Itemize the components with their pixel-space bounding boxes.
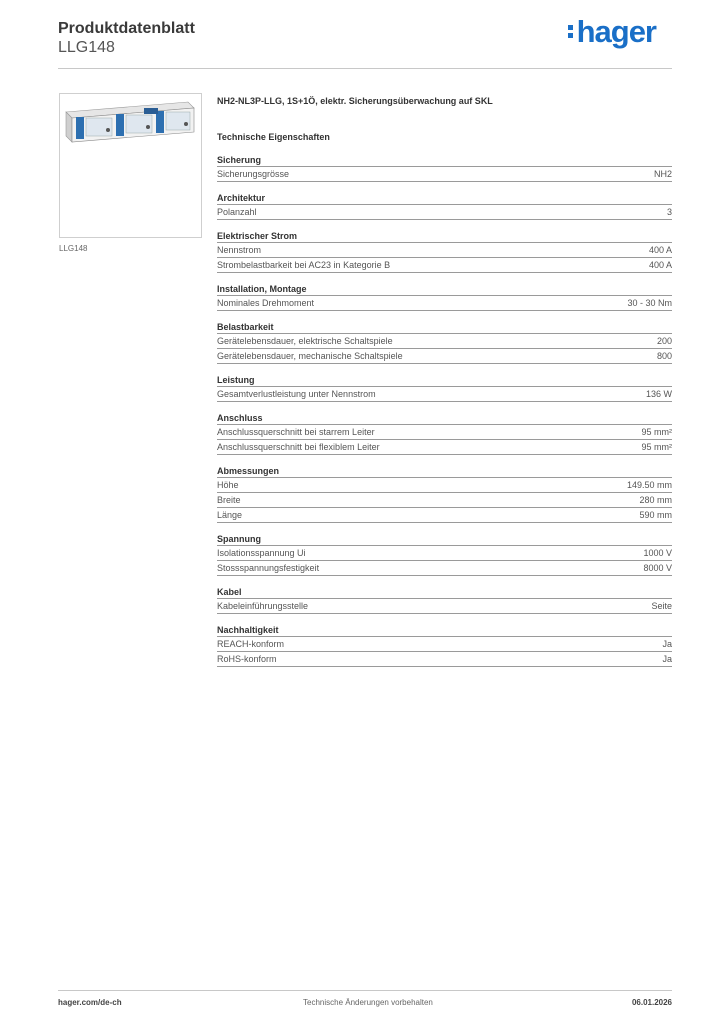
datasheet-content: [217, 96, 672, 678]
group-title: Anschluss: [217, 413, 263, 423]
header-divider: [58, 68, 672, 69]
property-row: [217, 295, 672, 311]
property-row: [217, 545, 672, 560]
document-title: Produktdatenblatt: [58, 20, 195, 37]
section-heading: Technische Eigenschaften: [217, 132, 330, 142]
property-row: [217, 333, 672, 348]
property-group: [217, 322, 672, 364]
property-rows: [217, 204, 672, 220]
footer-notice: Technische Änderungen vorbehalten: [303, 998, 433, 1007]
property-value: 590 mm: [639, 510, 672, 520]
property-value: Ja: [662, 654, 672, 664]
property-label: Gerätelebensdauer, mechanische Schaltspiele: [217, 351, 403, 361]
property-label: Polanzahl: [217, 207, 257, 217]
property-label: Länge: [217, 510, 243, 520]
property-group: [217, 466, 672, 523]
property-value: 95 mm²: [641, 427, 672, 437]
property-row: [217, 598, 672, 614]
property-label: RoHS-konform: [217, 654, 277, 664]
property-rows: [217, 545, 672, 576]
group-title: Architektur: [217, 193, 266, 203]
property-groups: [217, 155, 672, 667]
property-label: Gerätelebensdauer, elektrische Schaltspiele: [217, 336, 393, 346]
property-rows: [217, 636, 672, 667]
property-row: [217, 424, 672, 439]
property-label: Nennstrom: [217, 245, 262, 255]
image-caption: LLG148: [59, 244, 88, 253]
property-label: Nominales Drehmoment: [217, 298, 315, 308]
property-row: [217, 492, 672, 507]
property-value: NH2: [653, 169, 672, 179]
property-label: Sicherungsgrösse: [217, 169, 290, 179]
property-row: [217, 439, 672, 455]
property-row: [217, 257, 672, 273]
property-row: [217, 242, 672, 257]
property-row: [217, 560, 672, 576]
property-group: [217, 155, 672, 182]
property-label: Höhe: [217, 480, 239, 490]
property-value: 30 - 30 Nm: [627, 298, 672, 308]
property-label: Gesamtverlustleistung unter Nennstrom: [217, 389, 376, 399]
group-title: Kabel: [217, 587, 242, 597]
property-group: [217, 375, 672, 402]
product-code: LLG148: [58, 39, 115, 56]
property-value: 400 A: [648, 245, 672, 255]
property-group: [217, 625, 672, 667]
group-title: Spannung: [217, 534, 261, 544]
property-rows: [217, 295, 672, 311]
logo-dots-icon: [568, 22, 574, 41]
property-group: [217, 534, 672, 576]
property-row: [217, 348, 672, 364]
property-value: Ja: [662, 639, 672, 649]
property-label: Strombelastbarkeit bei AC23 in Kategorie B: [217, 260, 391, 270]
group-title: Elektrischer Strom: [217, 231, 298, 241]
property-group: [217, 284, 672, 311]
property-rows: [217, 242, 672, 273]
product-description: NH2-NL3P-LLG, 1S+1Ö, elektr. Sicherungsüberwachung auf SKL: [217, 96, 493, 106]
property-value: 400 A: [648, 260, 672, 270]
property-group: [217, 231, 672, 273]
property-group: [217, 413, 672, 455]
property-value: 149.50 mm: [626, 480, 672, 490]
group-title: Abmessungen: [217, 466, 280, 476]
property-group: [217, 193, 672, 220]
property-value: 1000 V: [643, 548, 672, 558]
footer-date: 06.01.2026: [631, 998, 672, 1007]
property-label: Anschlussquerschnitt bei starrem Leiter: [217, 427, 375, 437]
logo-text: hager: [576, 14, 656, 49]
property-rows: [217, 424, 672, 455]
property-value: 95 mm²: [641, 442, 672, 452]
property-group: [217, 587, 672, 614]
property-rows: [217, 598, 672, 614]
property-row: [217, 386, 672, 402]
product-image: [59, 93, 202, 238]
group-title: Installation, Montage: [217, 284, 307, 294]
property-value: 200: [656, 336, 672, 346]
property-row: [217, 166, 672, 182]
property-value: 800: [656, 351, 672, 361]
property-rows: [217, 166, 672, 182]
group-title: Leistung: [217, 375, 255, 385]
property-value: 136 W: [645, 389, 672, 399]
property-value: 8000 V: [643, 563, 672, 573]
property-label: Breite: [217, 495, 241, 505]
hager-logo: [568, 14, 656, 50]
property-row: [217, 477, 672, 492]
group-title: Sicherung: [217, 155, 262, 165]
property-value: 280 mm: [639, 495, 672, 505]
property-label: REACH-konform: [217, 639, 285, 649]
group-title: Nachhaltigkeit: [217, 625, 279, 635]
group-title: Belastbarkeit: [217, 322, 274, 332]
footer-divider: [58, 990, 672, 991]
property-row: [217, 651, 672, 667]
property-rows: [217, 333, 672, 364]
property-rows: [217, 386, 672, 402]
property-value: 3: [666, 207, 672, 217]
property-label: Anschlussquerschnitt bei flexiblem Leiter: [217, 442, 380, 452]
property-rows: [217, 477, 672, 523]
property-label: Isolationsspannung Ui: [217, 548, 306, 558]
footer-website: hager.com/de-ch: [58, 998, 122, 1007]
property-row: [217, 204, 672, 220]
property-row: [217, 636, 672, 651]
property-row: [217, 507, 672, 523]
property-value: Seite: [651, 601, 672, 611]
property-label: Kabeleinführungsstelle: [217, 601, 309, 611]
property-label: Stossspannungsfestigkeit: [217, 563, 320, 573]
